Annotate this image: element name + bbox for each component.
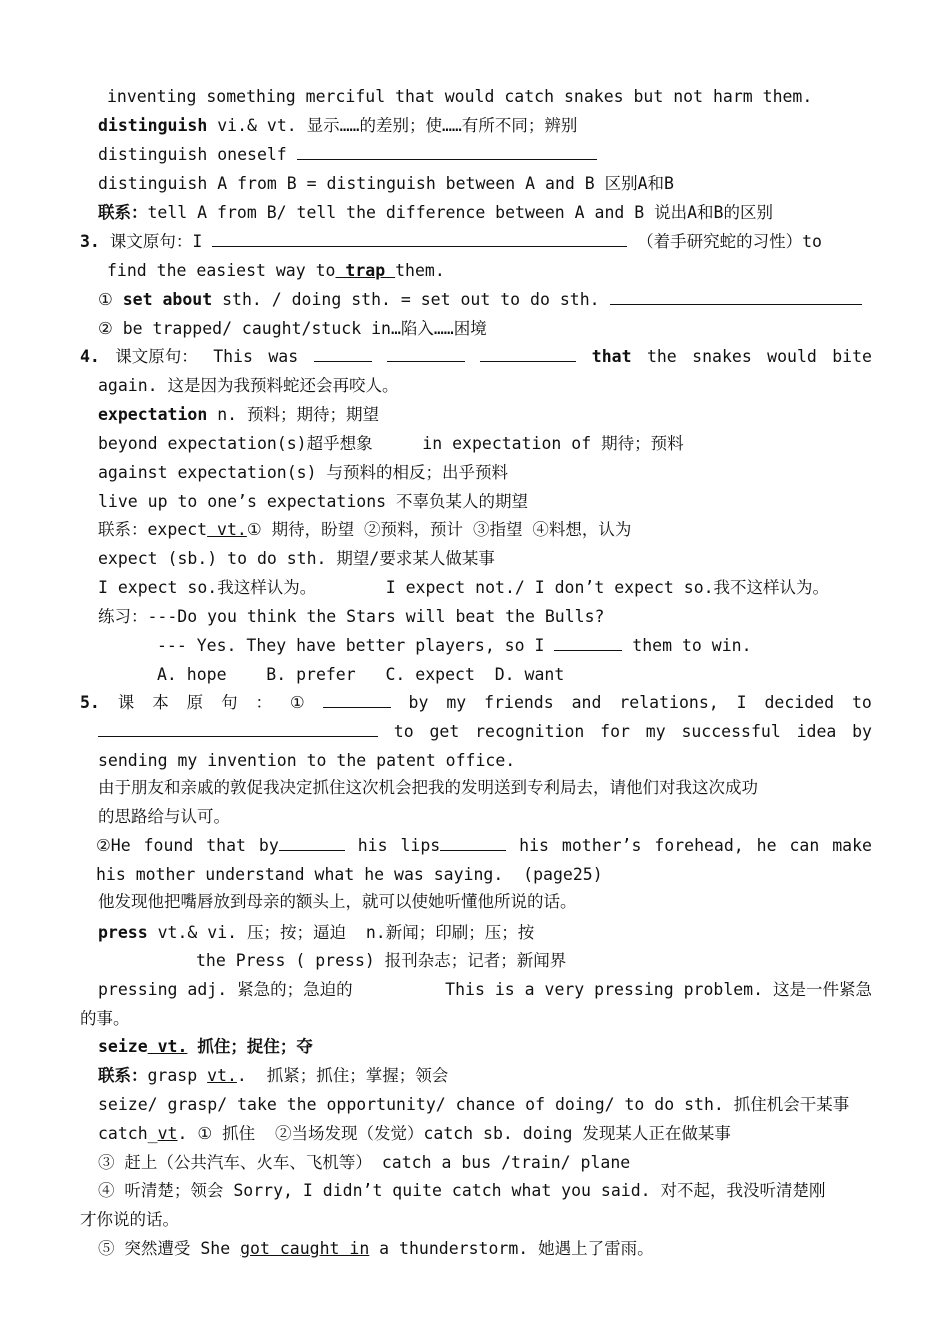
- vocab-entry-expectation: [98, 404, 379, 426]
- headword: seize: [98, 1037, 148, 1056]
- text: ① 期待，盼望 ②预料，预计 ③指望 ④料想，认为: [246, 520, 632, 539]
- text: ：: [255, 693, 272, 712]
- related-line: [98, 202, 773, 224]
- text-line: inventing something merciful that would catch snakes but not harm them.: [107, 87, 813, 106]
- fill-blank: [440, 835, 506, 851]
- text: snakes: [692, 347, 752, 366]
- fill-blank: [279, 835, 345, 851]
- text: my: [446, 693, 467, 712]
- item-number: 3.: [80, 232, 100, 251]
- text: found: [143, 836, 194, 855]
- text: to: [851, 693, 872, 712]
- translation-line: 由于朋友和亲戚的敦促我决定抓住这次机会把我的发明送到专利局去，请他们对我这次成功: [98, 778, 758, 797]
- exercise-options: A. hope B. prefer C. expect D. want: [157, 665, 565, 684]
- text-line: [98, 721, 872, 743]
- fill-blank: [610, 289, 862, 305]
- vocab-entry-press: [98, 922, 534, 944]
- exercise-answer-line: [157, 635, 752, 657]
- text-line: expect (sb.) to do sth. 期望/要求某人做某事: [98, 549, 495, 568]
- text: he: [756, 836, 777, 855]
- text: relations,: [619, 693, 719, 712]
- text-line: I expect so.我这样认为。 I expect not./ I don’t expect so.我不这样认为。: [98, 578, 830, 597]
- text: . 抓紧；抓住；掌握；领会: [236, 1066, 449, 1085]
- text: 课文原句：I: [109, 232, 203, 251]
- text: find the easiest way to: [107, 261, 336, 280]
- text: was: [268, 347, 299, 366]
- text: to: [393, 722, 414, 741]
- text: I: [736, 693, 747, 712]
- text: friends: [484, 693, 554, 712]
- pos-vt: vt: [157, 1124, 178, 1143]
- vocab-entry-distinguish: [98, 115, 577, 137]
- text-line: ③ 赶上（公共汽车、火车、飞机等） catch a bus /train/ plane: [98, 1153, 631, 1172]
- text: and: [571, 693, 602, 712]
- phrase: distinguish oneself: [98, 145, 287, 164]
- text-line: [96, 835, 872, 857]
- translation-line: 的思路给与认可。: [98, 807, 230, 826]
- text: my: [645, 722, 666, 741]
- text-line: 才你说的话。: [80, 1210, 179, 1229]
- text: 句: [221, 693, 238, 712]
- fill-blank: [98, 721, 378, 737]
- text-line: his mother understand what he was saying. (page25): [96, 865, 603, 884]
- phrase-line: [98, 144, 597, 166]
- text: by: [408, 693, 429, 712]
- keyword-that: that: [591, 347, 632, 366]
- text: This: [213, 347, 253, 366]
- text: would: [767, 347, 817, 366]
- text-line: ④ 听清楚；领会 Sorry, I didn’t quite catch what you said. 对不起，我没听清楚刚: [98, 1181, 826, 1200]
- text: recognition: [475, 722, 585, 741]
- text: his: [357, 836, 388, 855]
- text: decided: [764, 693, 835, 712]
- text: catch_: [98, 1124, 158, 1143]
- text-line: the Press ( press) 报刊杂志；记者；新闻界: [196, 951, 567, 970]
- related-line: [98, 519, 631, 541]
- text: ①: [289, 693, 305, 712]
- text: his: [519, 836, 549, 855]
- text: sth. / doing sth. = set out to do sth.: [212, 290, 600, 309]
- headword: expectation: [98, 405, 208, 424]
- item-number: 4.: [80, 347, 100, 366]
- text: lips: [400, 836, 441, 855]
- text: that: [206, 836, 246, 855]
- text-line: 的事。: [80, 1009, 130, 1028]
- text-line: [98, 979, 872, 1001]
- fill-blank: [297, 144, 597, 160]
- text-line: [107, 260, 445, 282]
- translation-line: 他发现他把嘴唇放到母亲的额头上，就可以使她听懂他所说的话。: [98, 892, 577, 911]
- phrase-line: [98, 289, 862, 311]
- text: This is a very pressing problem. 这是一件紧急: [445, 980, 872, 999]
- text-line: seize/ grasp/ take the opportunity/ chance of doing/ to do sth. 抓住机会干某事: [98, 1095, 850, 1114]
- text: for: [600, 722, 630, 741]
- text: （着手研究蛇的习性）to: [637, 232, 822, 251]
- label-related: 联系：: [98, 203, 148, 222]
- text-line: ② be trapped/ caught/stuck in…陷入……困境: [98, 319, 487, 338]
- pos-vt: vt.: [207, 1066, 237, 1085]
- text: make: [832, 836, 872, 855]
- text: forehead,: [654, 836, 744, 855]
- text-line: [98, 1238, 654, 1260]
- text-line: again. 这是因为我预料蛇还会再咬人。: [98, 376, 399, 395]
- text: by: [258, 836, 279, 855]
- text: 课: [117, 693, 135, 712]
- text: grasp: [147, 1066, 208, 1085]
- text-line: [98, 1123, 731, 1145]
- text: ⑤ 突然遭受 She: [98, 1239, 241, 1258]
- text: can: [789, 836, 820, 855]
- related-text: tell A from B/ tell the difference between A and B 说出A和B的区别: [147, 203, 773, 222]
- text: a thunderstorm. 她遇上了雷雨。: [369, 1239, 654, 1258]
- fill-blank: [480, 346, 576, 362]
- item-number: 5.: [80, 693, 100, 712]
- related-line: [98, 1065, 448, 1087]
- fill-blank: [554, 635, 622, 651]
- definition: n. 预料；期待；期望: [207, 405, 380, 424]
- text-line: beyond expectation(s)超乎想象 in expectation of 期待；预料: [98, 434, 684, 453]
- pos-vt: vt.: [207, 520, 247, 539]
- exercise-question: 练习：---Do you think the Stars will beat the Bulls?: [98, 607, 605, 626]
- text: ①: [98, 290, 123, 309]
- fill-blank: [387, 346, 465, 362]
- keyword-trap: trap: [335, 261, 396, 280]
- text-line: sending my invention to the patent office.: [98, 751, 516, 770]
- headword: press: [98, 923, 148, 942]
- text: mother’s: [561, 836, 642, 855]
- text-line: distinguish A from B = distinguish between A and B 区别A和B: [98, 174, 674, 193]
- text: get: [429, 722, 460, 741]
- definition: 抓住；捉住；夺: [187, 1037, 313, 1056]
- headword: distinguish: [98, 116, 208, 135]
- text-line: live up to one’s expectations 不辜负某人的期望: [98, 492, 529, 511]
- text-line: against expectation(s) 与预料的相反；出乎预料: [98, 463, 508, 482]
- text: successful: [681, 722, 781, 741]
- fill-blank: [212, 231, 627, 247]
- vocab-entry-seize: [98, 1036, 313, 1058]
- item-5-heading: [80, 692, 872, 714]
- text: pressing adj. 紧急的；急迫的: [98, 980, 353, 999]
- text: the: [646, 347, 677, 366]
- label-related: 联系：: [98, 1066, 148, 1085]
- text: them.: [395, 261, 445, 280]
- underlined-phrase: got caught in: [240, 1239, 370, 1258]
- fill-blank: [323, 692, 391, 708]
- item-3-heading: [80, 231, 822, 253]
- keyword-set-about: set about: [122, 290, 213, 309]
- fill-blank: [314, 346, 372, 362]
- definition: vi.& vt. 显示……的差别；使……有所不同；辨别: [207, 116, 578, 135]
- item-4-heading: [80, 346, 872, 368]
- text: bite: [832, 347, 872, 366]
- text: --- Yes. They have better players, so I: [157, 636, 545, 655]
- text: . ① 抓住 ②当场发现（发觉）catch sb. doing 发现某人正在做某事: [177, 1124, 731, 1143]
- text: idea: [796, 722, 837, 741]
- text: them to win.: [632, 636, 752, 655]
- text: 课文原句：: [115, 347, 198, 366]
- text: 本: [152, 693, 169, 712]
- text: 联系：expect: [98, 520, 208, 539]
- text: by: [852, 722, 872, 741]
- text: ②He: [96, 836, 131, 855]
- definition: vt.& vi. 压；按；逼迫 n.新闻；印刷；压；按: [147, 923, 535, 942]
- text: 原: [186, 693, 204, 712]
- pos-vt: vt.: [147, 1037, 188, 1056]
